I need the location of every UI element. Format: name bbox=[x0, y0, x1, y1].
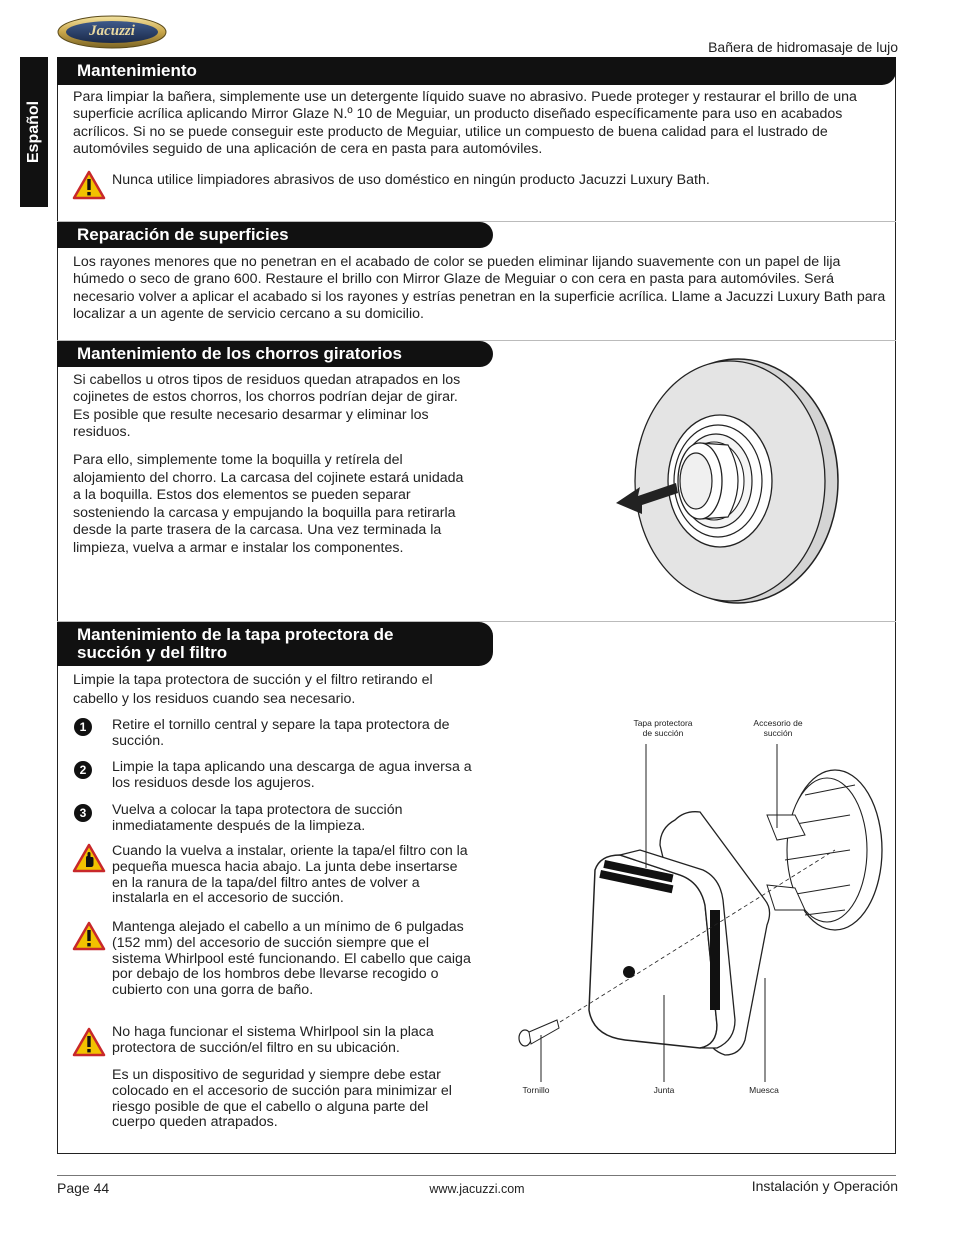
page-number: Page 44 bbox=[57, 1180, 110, 1196]
label-line: succión bbox=[763, 727, 793, 738]
suction-cover-diagram bbox=[505, 710, 895, 1110]
section-title-line1: Mantenimiento de la tapa protectora de bbox=[77, 625, 394, 644]
section-title: Reparación de superficies bbox=[77, 225, 289, 244]
screw-drawing bbox=[519, 1020, 559, 1046]
step-number-1: 1 bbox=[74, 718, 92, 736]
footer-rule bbox=[57, 1175, 896, 1176]
operation-warning: No haga funcionar el sistema Whirlpool sin la placa protectora de succión/el filtro en su ubicación. bbox=[112, 1024, 434, 1056]
label-tapa-protectora bbox=[613, 719, 713, 738]
reparacion-body: Los rayones menores que no penetran en el acabado de color se pueden eliminar lijando suavemente con un papel de lija húmedo o seco de grano 600. Restaure el brillo con Mirror Glaze de Meguiar o con cera en pasta para automóviles. Será necesario volver a aplicar el acabado si los rayones y estrías penetran en la superficie acrílica. Llame a Jacuzzi Luxury Bath para localizar a un agente de servicio cercano a su domicilio. bbox=[73, 254, 886, 323]
suction-fitting-drawing bbox=[767, 770, 882, 930]
step-1-text: Retire el tornillo central y separe la tapa protectora de succión. bbox=[112, 717, 450, 749]
safety-device-note: Es un dispositivo de seguridad y siempre debe estar colocado en el accesorio de succión para minimizar el riesgo posible de que el cabello o alguna parte del cuerpo queden atrapados. bbox=[112, 1067, 452, 1131]
section-header-chorros bbox=[57, 341, 493, 367]
chorros-para-2: Para ello, simplemente tome la boquilla y retírela del alojamiento del chorro. La carcasa del cojinete estará unidada a la boquilla. Estos dos elementos se pueden separar sosteniendo la carcasa y empujando la boquilla para retirarla desde la parte trasera de la carcasa. Una vez terminada la limpieza, vuelva a armar e instalar los componentes. bbox=[73, 452, 464, 556]
section-title-line2: succión y del filtro bbox=[77, 643, 228, 662]
mantenimiento-body: Para limpiar la bañera, simplemente use un detergente líquido suave no abrasivo. Puede proteger y restaurar el brillo de una superficie acrílica aplicando Mirror Glaze N.º 10 de Meguiar, un producto diseñado específicamente para uso en acabados acrílicos. Si no se puede conseguir este producto de Meguiar, utilice un compuesto de buena calidad para el lustrado de automóviles seguido de una aplicación de cera en pasta para automóviles. bbox=[73, 89, 857, 158]
section-header-tapa bbox=[57, 622, 493, 666]
step-number-3: 3 bbox=[74, 804, 92, 822]
label-accesorio-succion bbox=[728, 719, 828, 738]
chorros-para-1: Si cabellos u otros tipos de residuos quedan atrapados en los cojinetes de estos chorros, los chorros podrían dejar de girar. Es posible que resulte necesario desarmar y eliminar los residuos. bbox=[73, 372, 461, 441]
language-label: Español bbox=[25, 100, 42, 164]
hair-warning: Mantenga alejado el cabello a un mínimo de 6 pulgadas (152 mm) del accesorio de succión siempre que el sistema Whirlpool esté funcionando. El cabello que caiga por debajo de los hombros debe llevarse recogido o cubierto con una gorra de baño. bbox=[112, 919, 471, 999]
warning-icon bbox=[72, 1027, 106, 1057]
language-tab bbox=[20, 57, 48, 207]
footer-url[interactable]: www.jacuzzi.com bbox=[429, 1182, 525, 1196]
step-3-text: Vuelva a colocar la tapa protectora de succión inmediatamente después de la limpieza. bbox=[112, 802, 403, 834]
footer-doc-title: Instalación y Operación bbox=[751, 1178, 898, 1194]
section-header-mantenimiento bbox=[57, 57, 896, 85]
step-number-2: 2 bbox=[74, 761, 92, 779]
tapa-intro: Limpie la tapa protectora de succión y el filtro retirando el cabello y los residuos cuando sea necesario. bbox=[73, 672, 433, 707]
reinstall-note: Cuando la vuelva a instalar, oriente la tapa/el filtro con la pequeña muesca hacia abajo. La junta debe insertarse en la ranura de la tapa/del filtro antes de volver a instalarla en el accesorio de succión. bbox=[112, 843, 468, 907]
label-line: de succión bbox=[642, 727, 684, 738]
label-line: Accesorio de bbox=[753, 718, 803, 728]
section-header-reparacion bbox=[57, 222, 493, 248]
jacuzzi-logo bbox=[57, 15, 167, 49]
label-tornillo: Tornillo bbox=[522, 1085, 550, 1095]
label-line: Tapa protectora bbox=[633, 718, 693, 728]
label-muesca: Muesca bbox=[749, 1085, 779, 1095]
document-title: Bañera de hidromasaje de lujo bbox=[708, 39, 898, 55]
warning-icon bbox=[72, 170, 106, 200]
label-junta: Junta bbox=[653, 1085, 675, 1095]
suction-cover-drawing bbox=[589, 850, 735, 1048]
step-2-text: Limpie la tapa aplicando una descarga de agua inversa a los residuos desde los agujeros. bbox=[112, 759, 472, 791]
mantenimiento-warning: Nunca utilice limpiadores abrasivos de uso doméstico en ningún producto Jacuzzi Luxury Bath. bbox=[112, 172, 710, 188]
caution-hand-icon bbox=[72, 843, 106, 873]
warning-icon bbox=[72, 921, 106, 951]
logo-text: Jacuzzi bbox=[89, 23, 135, 39]
section-title: Mantenimiento bbox=[77, 61, 197, 80]
rotating-jet-illustration bbox=[600, 357, 840, 607]
section-title: Mantenimiento de los chorros giratorios bbox=[77, 344, 402, 363]
